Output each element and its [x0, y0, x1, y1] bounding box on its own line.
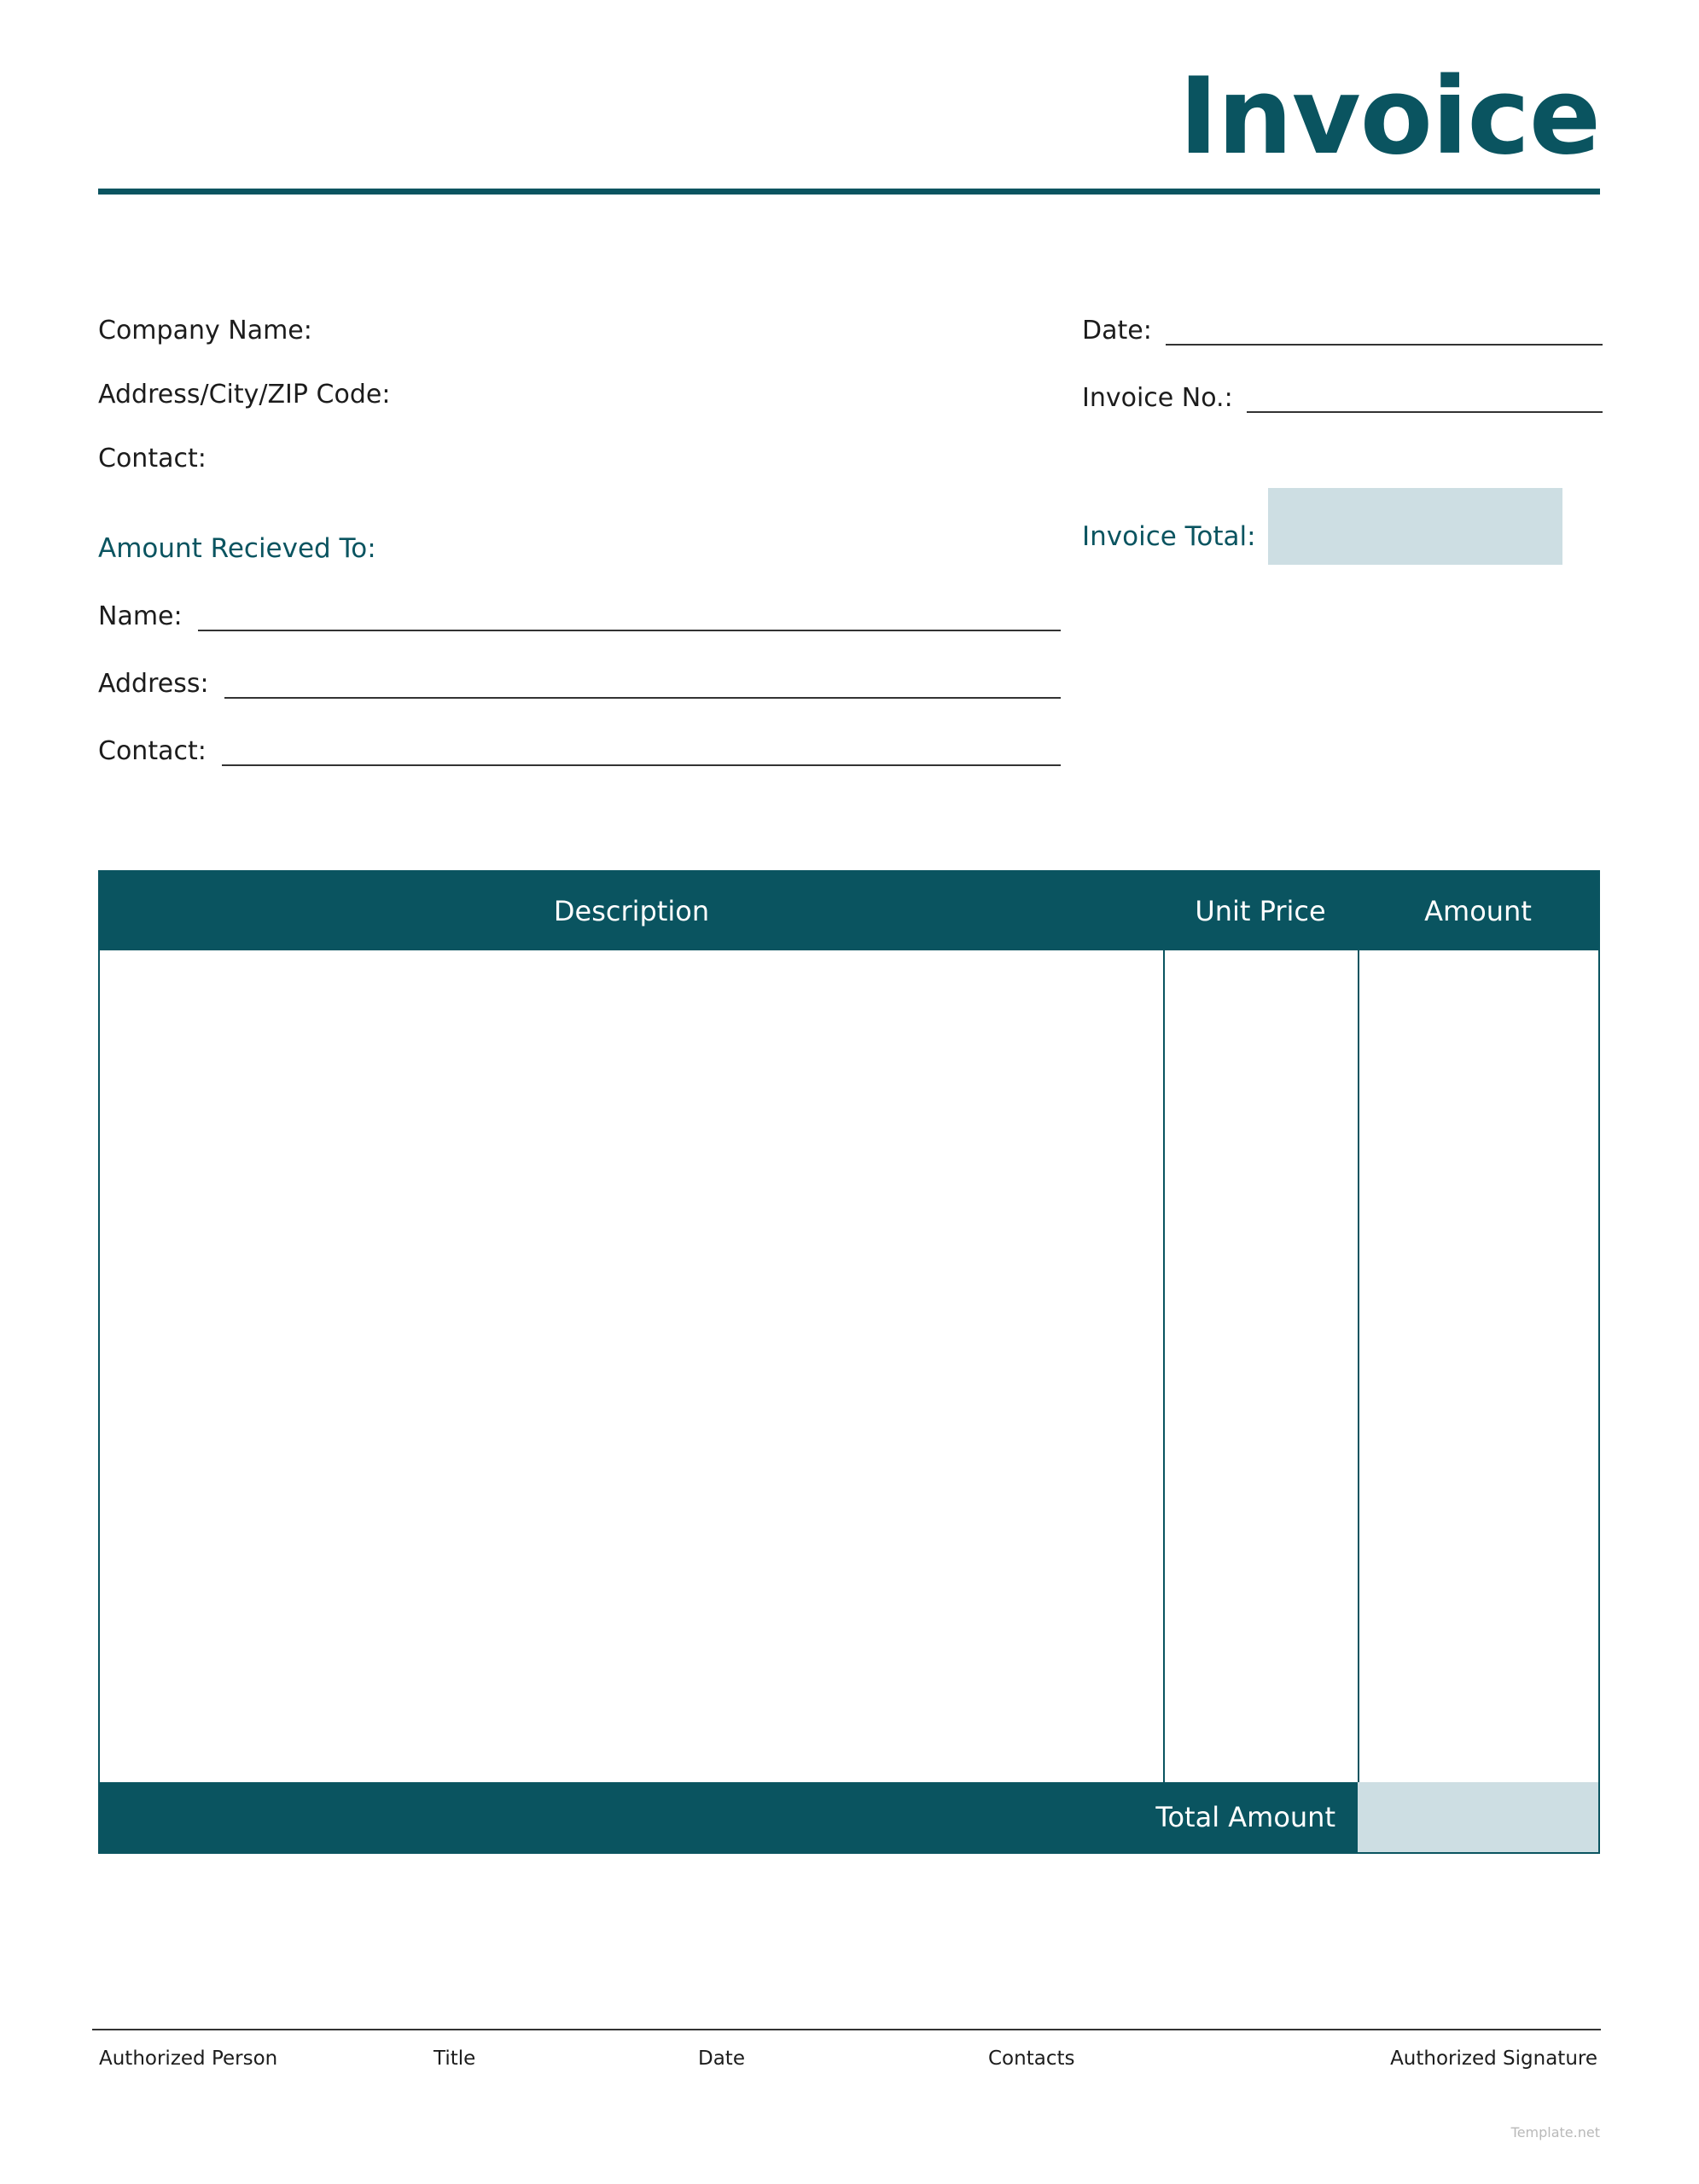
- table-header-row: [100, 872, 1598, 950]
- footer-contacts: Contacts: [988, 2048, 1075, 2070]
- invoice-total-label: Invoice Total:: [1082, 521, 1256, 552]
- recipient-address-input[interactable]: [224, 678, 1061, 699]
- signature-footer: [92, 2029, 1601, 2070]
- page-title: Invoice: [1178, 55, 1600, 178]
- date-field[interactable]: [1082, 316, 1603, 346]
- company-contact-label: Contact:: [98, 444, 207, 473]
- column-header-amount: Amount: [1424, 895, 1532, 927]
- cell-unit-price-area[interactable]: [1163, 950, 1358, 1782]
- recipient-name-field[interactable]: [98, 601, 1061, 631]
- total-amount-label: Total Amount: [1155, 1801, 1335, 1833]
- recipient-contact-label: Contact:: [98, 736, 207, 766]
- recipient-address-field[interactable]: [98, 669, 1061, 699]
- recipient-name-label: Name:: [98, 601, 183, 631]
- title-divider: [98, 189, 1600, 195]
- watermark: Template.net: [1510, 2124, 1600, 2140]
- recipient-name-input[interactable]: [198, 611, 1061, 631]
- footer-divider: [92, 2029, 1601, 2030]
- footer-authorized-signature: Authorized Signature: [1390, 2048, 1597, 2070]
- invoice-total-value-box[interactable]: [1268, 488, 1562, 565]
- invoice-no-label: Invoice No.:: [1082, 383, 1233, 413]
- date-input[interactable]: [1166, 325, 1603, 346]
- cell-amount-area[interactable]: [1358, 950, 1598, 1782]
- footer-label-row: [92, 2048, 1601, 2070]
- company-address-label: Address/City/ZIP Code:: [98, 380, 391, 410]
- column-header-description: Description: [553, 895, 710, 927]
- invoice-no-field[interactable]: [1082, 383, 1603, 413]
- footer-date: Date: [698, 2048, 745, 2070]
- date-label: Date:: [1082, 316, 1152, 346]
- column-header-unit-price: Unit Price: [1195, 895, 1326, 927]
- line-items-table: [98, 870, 1600, 1854]
- footer-authorized-person: Authorized Person: [99, 2048, 278, 2070]
- recipient-address-label: Address:: [98, 669, 209, 699]
- invoice-total-field: [1082, 498, 1603, 575]
- table-footer-row: [100, 1782, 1598, 1852]
- total-amount-value-cell[interactable]: [1358, 1782, 1598, 1852]
- recipient-contact-field[interactable]: [98, 736, 1061, 766]
- invoice-meta-block: [1082, 316, 1603, 575]
- recipient-contact-input[interactable]: [222, 746, 1061, 766]
- cell-description-area[interactable]: [100, 950, 1163, 1782]
- sender-info-block: [98, 316, 1020, 804]
- table-body: [100, 950, 1598, 1782]
- amount-received-heading: Amount Recieved To:: [98, 533, 376, 564]
- footer-title: Title: [433, 2048, 476, 2070]
- invoice-no-input[interactable]: [1247, 392, 1603, 413]
- total-amount-label-cell: [100, 1782, 1358, 1852]
- title-block: [98, 55, 1600, 195]
- company-name-label: Company Name:: [98, 316, 312, 346]
